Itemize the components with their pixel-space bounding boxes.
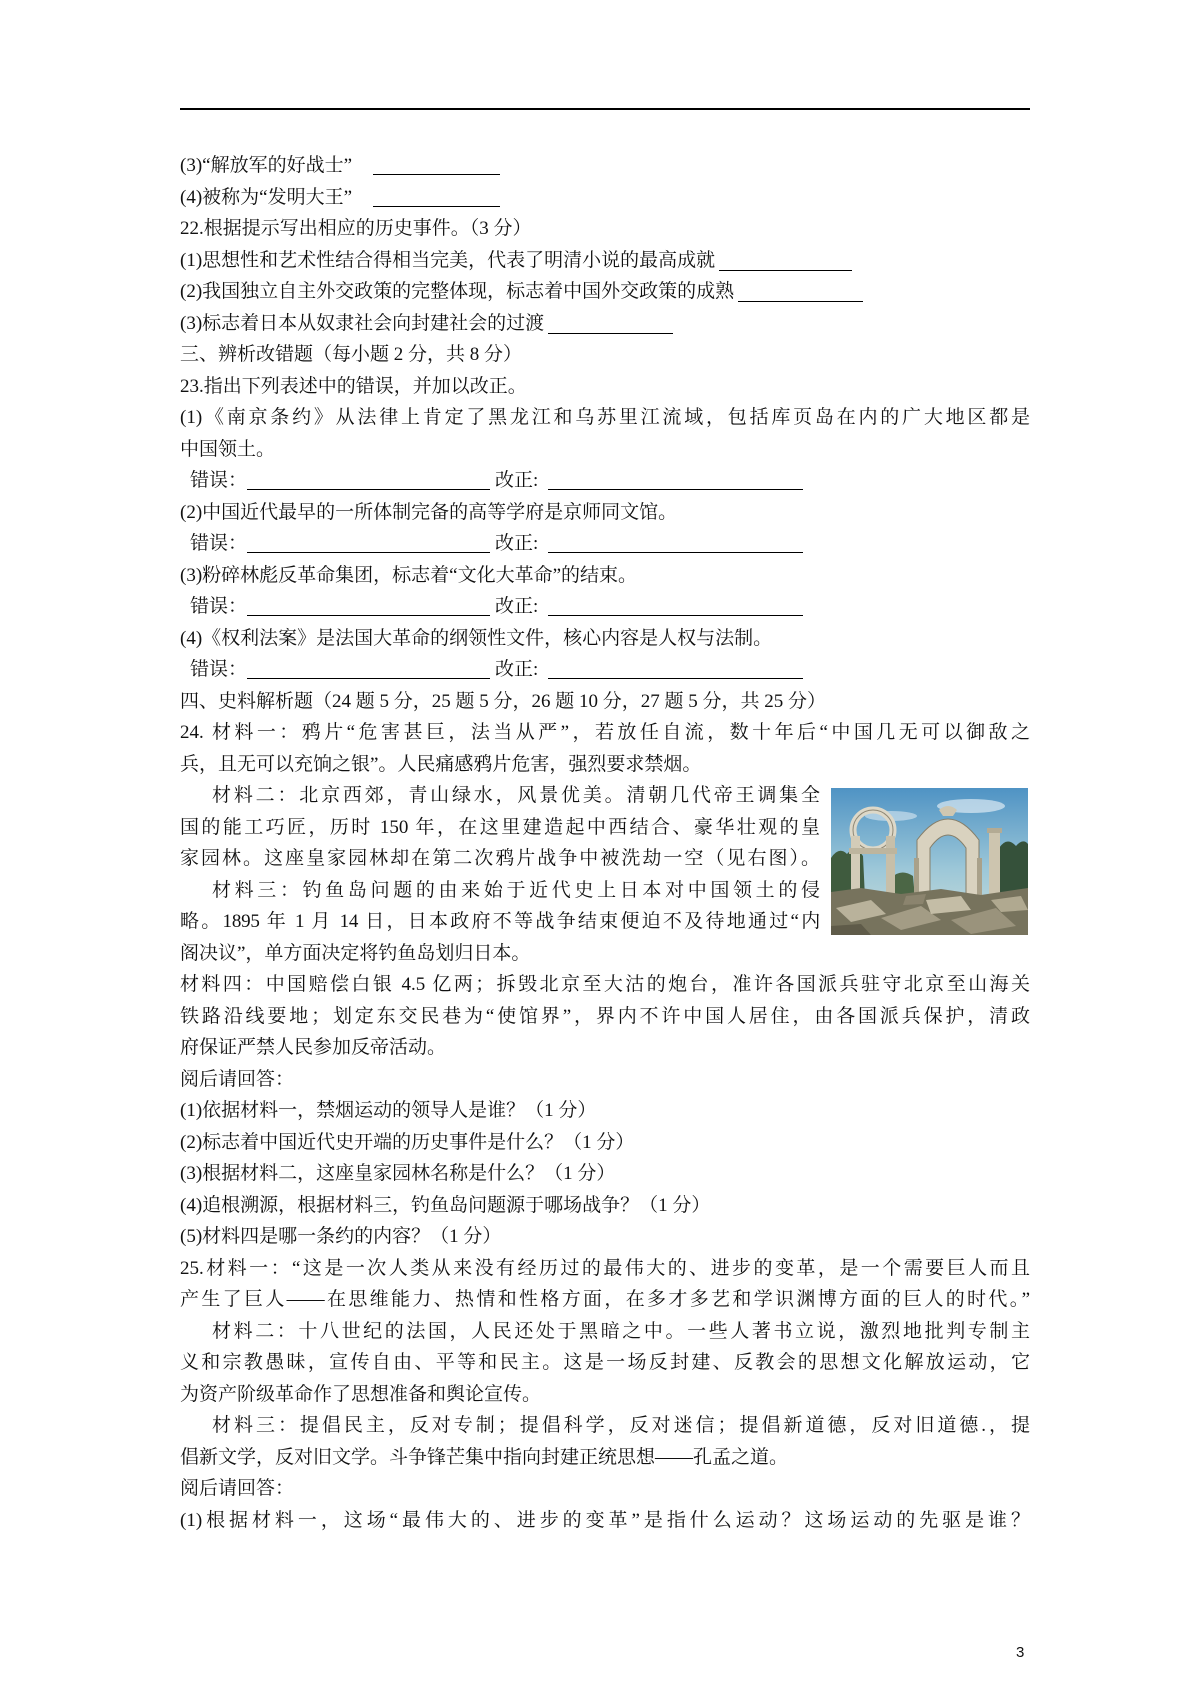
q22-item-2-text: (2)我国独立自主外交政策的完整体现，标志着中国外交政策的成熟 <box>180 281 735 302</box>
q25-material-3-line-1: 材料三：提倡民主，反对专制；提倡科学，反对迷信；提倡新道德，反对旧道德.，提 <box>212 1415 1030 1436</box>
q25-question-1: (1)根据材料一，这场“最伟大的、进步的变革”是指什么运动？这场运动的先驱是谁？ <box>180 1509 1030 1531</box>
q23-item-4: (4)《权利法案》是法国大革命的纲领性文件，核心内容是人权与法制。 <box>180 627 773 649</box>
q24-material-3-line-3: 阁决议”，单方面决定将钓鱼岛划归日本。 <box>180 942 531 964</box>
q23-item-1-line-2: 中国领土。 <box>180 438 276 460</box>
q25-material-2-line-1: 材料二：十八世纪的法国，人民还处于黑暗之中。一些人著书立说，激烈地批判专制主 <box>212 1320 1030 1342</box>
q23-item-4-answer-row <box>180 654 1030 686</box>
correction-label: 改正: <box>495 533 539 554</box>
q22-item-1-text: (1)思想性和艺术性结合得相当完美，代表了明清小说的最高成就 <box>180 249 716 271</box>
q24-question-4: (4)追根溯源，根据材料三，钓鱼岛问题源于哪场战争？（1 分） <box>180 1194 711 1216</box>
q24-question-3: (3)根据材料二，这座皇家园林名称是什么？（1 分） <box>180 1163 616 1184</box>
q24-material-4-line-2: 铁路沿线要地；划定东交民巷为“使馆界”，界内不许中国人居住，由各国派兵保护，清政 <box>180 1005 1030 1027</box>
q23-item-3: (3)粉碎林彪反革命集团，标志着“文化大革命”的结束。 <box>180 564 638 586</box>
q24-material-1-line-2: 兵，且无可以充饷之银”。人民痛感鸦片危害，强烈要求禁烟。 <box>180 753 702 775</box>
error-label: 错误： <box>190 596 248 617</box>
correction-label: 改正: <box>495 659 539 680</box>
q25-prompt: 阅后请回答： <box>180 1478 295 1499</box>
q23-item-2: (2)中国近代最早的一所体制完备的高等学府是京师同文馆。 <box>180 501 678 523</box>
q25-material-3-line-2: 倡新文学，反对旧文学。斗争锋芒集中指向封建正统思想——孔孟之道。 <box>180 1446 789 1468</box>
q21-item-3-text: (3)“解放军的好战士” <box>180 155 353 176</box>
q24-material-3-line-2: 略。1895 年 1 月 14 日，日本政府不等战争结束便迫不及待地通过“内 <box>180 911 820 932</box>
error-blank <box>247 591 490 616</box>
q23-item-1-answer-row <box>180 465 1030 497</box>
answer-blank <box>373 150 500 175</box>
section-4-heading: 四、史料解析题（24 题 5 分，25 题 5 分，26 题 10 分，27 题 5 分，共 25 分） <box>180 690 827 712</box>
q25-material-1-line-2: 产生了巨人——在思维能力、热情和性格方面，在多才多艺和学识渊博方面的巨人的时代。” <box>180 1289 1030 1310</box>
page-number: 3 <box>1016 1644 1025 1661</box>
error-label: 错误： <box>190 533 248 554</box>
q24-question-2: (2)标志着中国近代史开端的历史事件是什么？（1 分） <box>180 1131 635 1153</box>
error-blank <box>247 528 490 553</box>
q23-item-1-line-1: (1)《南京条约》从法律上肯定了黑龙江和乌苏里江流域，包括库页岛在内的广大地区都是 <box>180 407 1030 428</box>
q24-material-1-line-1: 24. 材料一：鸦片“危害甚巨，法当从严”，若放任自流，数十年后“中国几无可以御敌之 <box>180 722 1030 743</box>
q24-material-2-line-3: 家园林。这座皇家园林却在第二次鸦片战争中被洗劫一空（见右图）。 <box>180 848 820 869</box>
correction-blank <box>548 528 803 553</box>
header-rule <box>180 108 1030 110</box>
q25-material-2-line-3: 为资产阶级革命作了思想准备和舆论宣传。 <box>180 1383 542 1405</box>
answer-blank <box>548 313 673 334</box>
q24-question-5: (5)材料四是哪一条约的内容？（1 分） <box>180 1226 502 1247</box>
q23-heading: 23.指出下列表述中的错误，并加以改正。 <box>180 375 527 397</box>
error-label: 错误： <box>190 659 248 680</box>
q22-item-1 <box>180 245 1030 277</box>
q22-heading: 22.根据提示写出相应的历史事件。（3 分） <box>180 218 532 239</box>
q24-material-4-line-1: 材料四：中国赔偿白银 4.5 亿两；拆毁北京至大沽的炮台，准许各国派兵驻守北京至山海关 <box>180 974 1030 995</box>
garden-ruins-photo <box>831 788 1028 935</box>
answer-blank <box>719 250 852 271</box>
q24-material-2-line-1: 材料二：北京西郊，青山绿水，风景优美。清朝几代帝王调集全 <box>212 785 820 806</box>
q23-item-2-answer-row <box>180 528 1030 560</box>
q21-item-4-text: (4)被称为“发明大王” <box>180 186 353 208</box>
answer-blank <box>373 182 500 207</box>
q24-material-2-line-2: 国的能工巧匠，历时 150 年，在这里建造起中西结合、豪华壮观的皇 <box>180 816 820 838</box>
q24-material-3-line-1: 材料三：钓鱼岛问题的由来始于近代史上日本对中国领土的侵 <box>212 879 820 901</box>
q22-item-2 <box>180 276 1030 308</box>
q25-material-1-line-1: 25.材料一：“这是一次人类从来没有经历过的最伟大的、进步的变革，是一个需要巨人而且 <box>180 1257 1030 1279</box>
correction-blank <box>548 654 803 679</box>
correction-blank <box>548 465 803 490</box>
q24-question-1: (1)依据材料一，禁烟运动的领导人是谁？（1 分） <box>180 1100 597 1121</box>
q23-item-3-answer-row <box>180 591 1030 623</box>
q22-item-3-text: (3)标志着日本从奴隶社会向封建社会的过渡 <box>180 312 545 334</box>
q22-item-3 <box>180 308 1030 340</box>
correction-label: 改正: <box>495 470 539 491</box>
correction-blank <box>548 591 803 616</box>
q24-material-4-line-3: 府保证严禁人民参加反帝活动。 <box>180 1037 447 1058</box>
q21-item-4 <box>180 182 1030 214</box>
correction-label: 改正: <box>495 596 539 617</box>
error-blank <box>247 654 490 679</box>
q24-prompt: 阅后请回答： <box>180 1068 295 1090</box>
q21-item-3 <box>180 150 1030 182</box>
photo-column <box>987 828 1002 896</box>
error-blank <box>247 465 490 490</box>
answer-blank <box>738 281 863 302</box>
q25-material-2-line-2: 义和宗教愚昧，宣传自由、平等和民主。这是一场反封建、反教会的思想文化解放运动，它 <box>180 1352 1030 1373</box>
section-3-heading: 三、辨析改错题（每小题 2 分，共 8 分） <box>180 344 523 365</box>
error-label: 错误： <box>190 470 248 491</box>
